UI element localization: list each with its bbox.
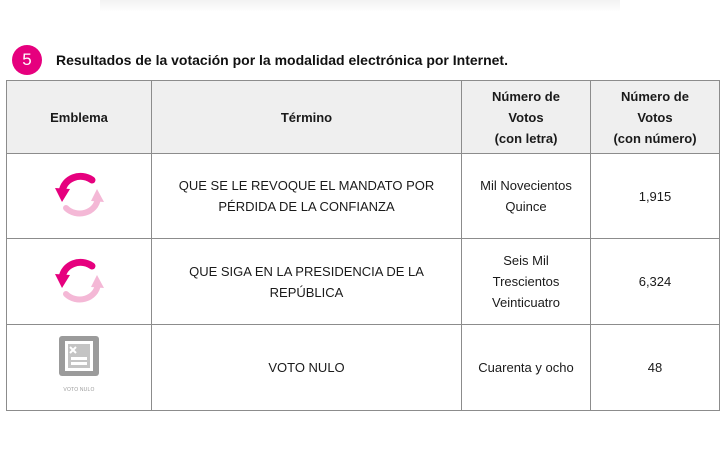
votes-number-cell: 6,324 <box>591 239 720 325</box>
top-strip <box>100 0 620 12</box>
table-row <box>7 325 720 411</box>
null-vote-emblem-label: VOTO NULO <box>63 386 95 393</box>
votes-number-cell: 48 <box>591 325 720 411</box>
null-vote-emblem <box>13 335 145 401</box>
section-title: Resultados de la votación por la modalidad electrónica por Internet. <box>56 52 508 68</box>
pink-circular-arrows-icon <box>52 172 106 220</box>
votes-text-cell: Seis Mil Trescientos Veinticuatro <box>462 239 591 325</box>
votes-text-cell: Cuarenta y ocho <box>462 325 591 411</box>
header-term: Término <box>152 81 462 154</box>
votes-number-cell: 1,915 <box>591 154 720 239</box>
votes-text-cell: Mil Novecientos Quince <box>462 154 591 239</box>
emblem-cell <box>7 325 152 411</box>
table-row <box>7 239 720 325</box>
pink-circular-arrows-icon <box>52 258 106 306</box>
term-cell: VOTO NULO <box>152 325 462 411</box>
term-cell: QUE SIGA EN LA PRESIDENCIA DE LA REPÚBLICA <box>152 239 462 325</box>
section-header <box>12 45 508 75</box>
emblem-cell <box>7 154 152 239</box>
null-vote-icon <box>58 335 100 377</box>
step-number-badge: 5 <box>12 45 42 75</box>
table-header-row <box>7 81 720 154</box>
emblem-cell <box>7 239 152 325</box>
header-votes-number: Número de Votos (con número) <box>591 81 720 154</box>
header-emblem: Emblema <box>7 81 152 154</box>
header-votes-text: Número de Votos (con letra) <box>462 81 591 154</box>
term-cell: QUE SE LE REVOQUE EL MANDATO POR PÉRDIDA DE LA CONFIANZA <box>152 154 462 239</box>
table-row <box>7 154 720 239</box>
results-table <box>6 80 720 411</box>
